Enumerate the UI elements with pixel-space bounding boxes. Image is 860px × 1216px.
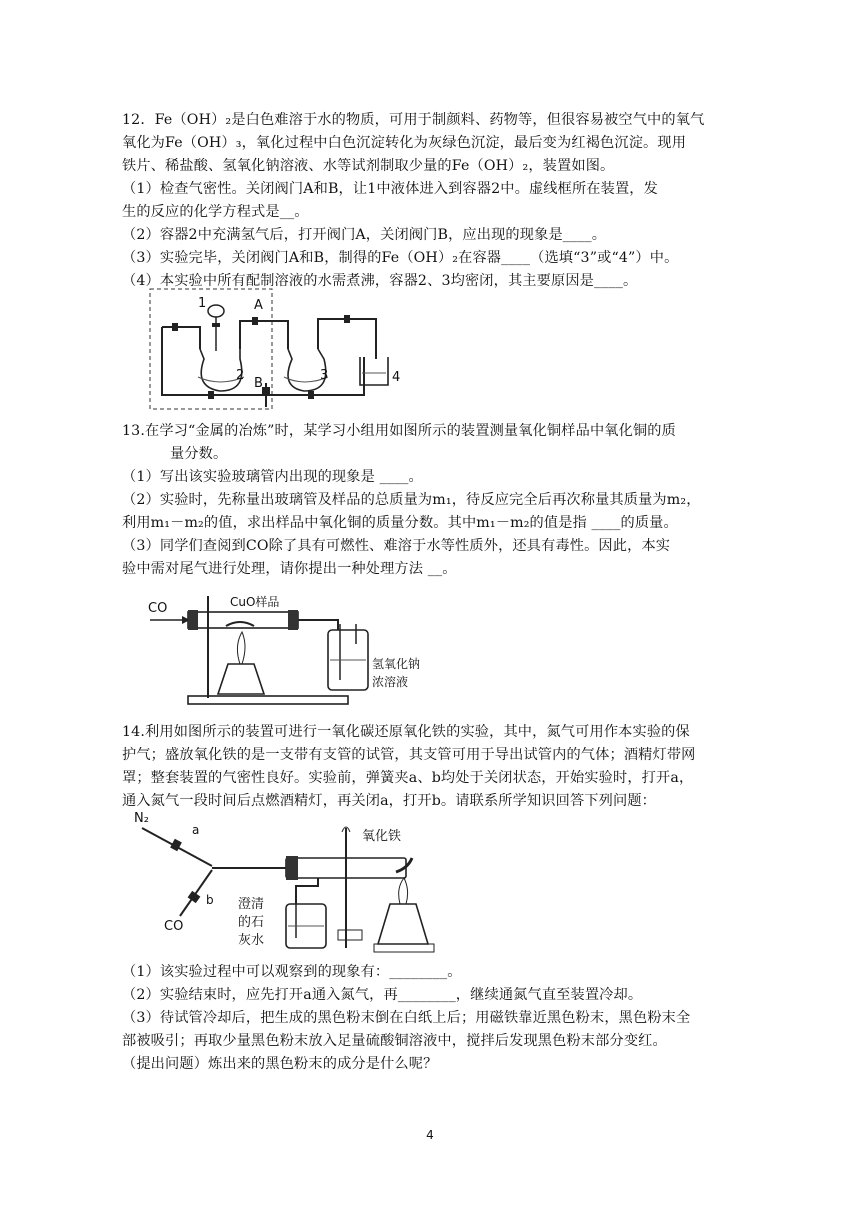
q14-after-line-2: （2）实验结束时，应先打开a通入氮气，再________，继续通氮气直至装置冷却。	[122, 987, 643, 1003]
q13-line-7: 验中需对尾气进行处理，请你提出一种处理方法 __。	[122, 561, 457, 577]
q14-label-limewater-3: 灰水	[238, 933, 265, 948]
q14-after-line-3: （3）待试管冷却后，把生成的黑色粉末倒在白纸上后；用磁铁靠近黑色粉末，黑色粉末全	[122, 1010, 691, 1026]
q14-after-line-5: （提出问题）炼出来的黑色粉末的成分是什么呢？	[122, 1056, 438, 1072]
q13-line-5: 利用m₁－m₂的值，求出样品中氧化铜的质量分数。其中m₁－m₂的值是指 ____的质量。	[122, 515, 678, 531]
page-number: 4	[426, 1128, 434, 1142]
q13-line-2: 量分数。	[170, 446, 228, 462]
q14-apparatus-figure	[128, 808, 438, 954]
q14-label-a: a	[192, 823, 200, 837]
q12-label-b: B	[254, 376, 263, 391]
q12-label-3: 3	[320, 368, 329, 383]
q13-apparatus-figure	[148, 580, 438, 710]
q12-label-2: 2	[236, 368, 245, 383]
q13-label-naoh: 氢氧化钠	[372, 657, 421, 671]
q13-line-4: （2）实验时，先称量出玻璃管及样品的总质量为m₁，待反应完全后再次称量其质量为m₂，	[122, 492, 701, 508]
q14-line-4: 通入氮气一段时间后点燃酒精灯，再关闭a，打开b。请联系所学知识回答下列问题：	[122, 793, 656, 809]
q14-label-b: b	[206, 893, 214, 907]
q12-label-a: A	[254, 298, 263, 313]
q14-after-line-4: 部被吸引；再取少量黑色粉末放入足量硫酸铜溶液中，搅拌后发现黑色粉末部分变红。	[122, 1033, 667, 1049]
q12-apparatus-figure	[148, 287, 418, 413]
q13-line-3: （1）写出该实验玻璃管内出现的现象是 ____。	[122, 469, 423, 485]
q12-line-2: 氧化为Fe（OH）₃，氧化过程中白色沉淀转化为灰绿色沉淀，最后变为红褐色沉淀。现用	[122, 135, 687, 151]
q12-line-7: （3）实验完毕，关闭阀门A和B，制得的Fe（OH）₂在容器____（选填“3”或“4”）中。	[122, 250, 679, 266]
q12-line-1: 12．Fe（OH）₂是白色难溶于水的物质，可用于制颜料、药物等，但很容易被空气中的氧气	[122, 112, 705, 128]
q13-label-solution: 浓溶液	[372, 675, 409, 689]
q14-label-iron-oxide: 氧化铁	[362, 829, 402, 844]
q14-line-3: 罩；整套装置的气密性良好。实验前，弹簧夹a、b均处于关闭状态，开始实验时，打开a，	[122, 770, 694, 786]
q12-line-5: 生的反应的化学方程式是__。	[122, 204, 309, 220]
q14-line-2: 护气；盛放氧化铁的是一支带有支管的试管，其支管可用于导出试管内的气体；酒精灯带网	[122, 747, 696, 763]
q12-line-4: （1）检查气密性。关闭阀门A和B，让1中液体进入到容器2中。虚线框所在装置，发	[122, 181, 658, 197]
q13-label-cuo: CuO样品	[230, 595, 280, 609]
q12-line-6: （2）容器2中充满氢气后，打开阀门A，关闭阀门B，应出现的现象是____。	[122, 227, 607, 243]
q14-label-n2: N₂	[134, 811, 149, 826]
q12-label-1: 1	[198, 296, 207, 311]
q14-after-line-1: （1）该实验过程中可以观察到的现象有：________。	[122, 964, 462, 980]
q13-line-6: （3）同学们查阅到CO除了具有可燃性、难溶于水等性质外，还具有毒性。因此，本实	[122, 538, 671, 554]
q14-line-1: 14.利用如图所示的装置可进行一氧化碳还原氧化铁的实验，其中，氮气可用作本实验的保	[122, 724, 690, 740]
q13-label-co: CO	[148, 601, 168, 616]
q13-line-1: 13.在学习“金属的冶炼”时，某学习小组用如图所示的装置测量氧化铜样品中氧化铜的质	[122, 423, 676, 439]
q14-label-co: CO	[164, 919, 184, 934]
q12-label-4: 4	[392, 370, 401, 385]
q12-line-8: （4）本实验中所有配制溶液的水需煮沸，容器2、3均密闭，其主要原因是____。	[122, 273, 638, 289]
q14-label-limewater-2: 的石	[238, 915, 265, 930]
q12-line-3: 铁片、稀盐酸、氢氧化钠溶液、水等试剂制取少量的Fe（OH）₂，装置如图。	[122, 158, 615, 174]
q14-label-limewater-1: 澄清	[238, 897, 265, 912]
